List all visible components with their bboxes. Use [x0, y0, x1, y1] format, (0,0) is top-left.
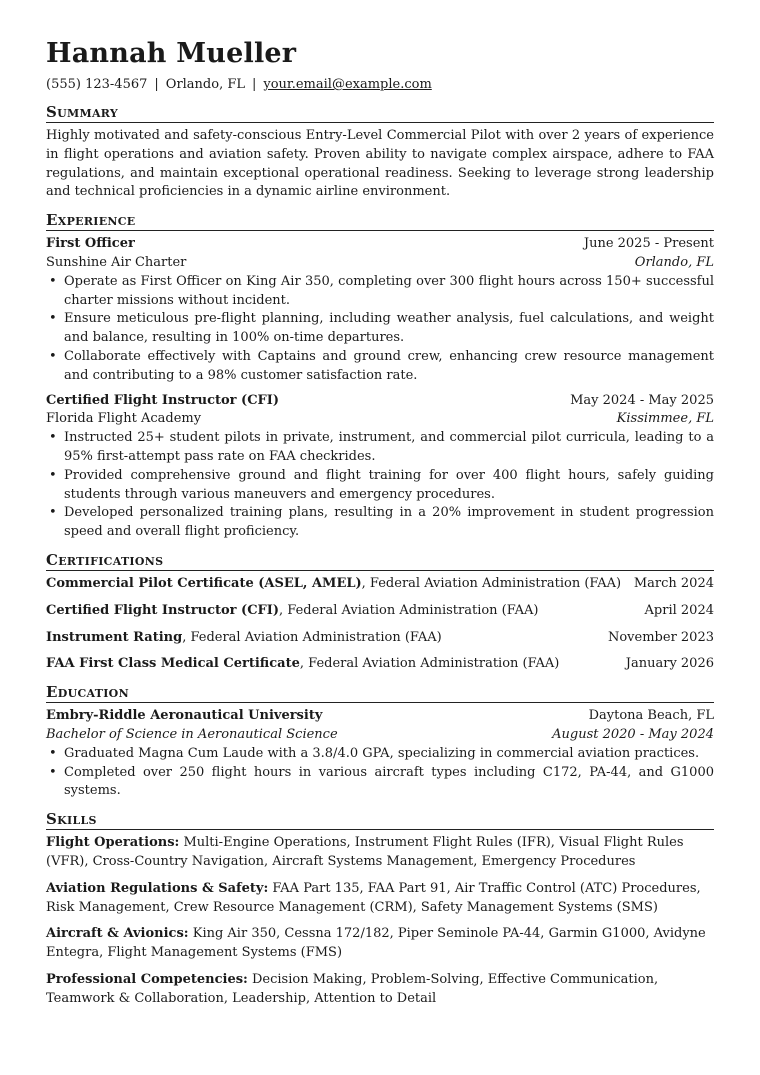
- candidate-name: Hannah Mueller: [46, 38, 297, 69]
- certification-name: FAA First Class Medical Certificate: [46, 656, 300, 672]
- job-company: Florida Flight Academy: [46, 411, 202, 427]
- contact-line: [46, 76, 714, 94]
- certification-issuer: , Federal Aviation Administration (FAA): [279, 602, 539, 618]
- skill-group: [46, 880, 714, 918]
- skill-text: FAA Part 135, FAA Part 91, Air Traffic Control (ATC) Procedures, Risk Management, Crew Resource Management (CRM), Safety Management Systems (SMS): [46, 880, 701, 915]
- skill-text: King Air 350, Cessna 172/182, Piper Seminole PA-44, Garmin G1000, Avidyne Entegra, Flight Management Systems (FMS): [46, 926, 706, 961]
- certification-item: [46, 575, 714, 594]
- skill-label: Aviation Regulations & Safety:: [46, 880, 269, 896]
- section-title-skills: Skills: [46, 810, 714, 830]
- school-location: Daytona Beach, FL: [588, 708, 714, 724]
- section-title-experience: Experience: [46, 211, 714, 231]
- skill-label: Flight Operations:: [46, 835, 180, 851]
- certification-name: Certified Flight Instructor (CFI): [46, 602, 280, 618]
- bullet-item: • Provided comprehensive ground and flight training for over 400 flight hours, safely guiding students through various maneuvers and emergency procedures.: [46, 467, 714, 505]
- bullet-item: • Collaborate effectively with Captains and ground crew, enhancing crew resource management and contributing to a 98% customer satisfaction rate.: [46, 348, 714, 386]
- skill-group: [46, 834, 714, 872]
- certification-date: April 2024: [644, 602, 714, 618]
- summary-text: Highly motivated and safety-conscious Entry-Level Commercial Pilot with over 2 years of experience in flight operations and aviation safety. Proven ability to navigate complex airspace, adhere to FAA regulations, and maintain exceptional operational readiness. Seeking to leverage strong leadership and technical proficiencies in a dynamic airline environment.: [46, 128, 714, 200]
- certification-name: Instrument Rating: [46, 629, 183, 645]
- section-title-summary: Summary: [46, 103, 714, 123]
- job-company: Sunshine Air Charter: [46, 254, 187, 270]
- bullet-item: • Completed over 250 flight hours in various aircraft types including C172, PA-44, and G1000 systems.: [46, 764, 714, 802]
- job-location: Orlando, FL: [634, 254, 714, 270]
- skill-group: [46, 971, 714, 1009]
- job-role: Certified Flight Instructor (CFI): [46, 392, 280, 408]
- certification-item: [46, 629, 714, 648]
- bullet-item: • Operate as First Officer on King Air 350, completing over 300 flight hours across 150+ successful charter missions without incident.: [46, 273, 714, 311]
- certification-item: [46, 655, 714, 674]
- certification-issuer: , Federal Aviation Administration (FAA): [182, 629, 442, 645]
- skill-text: Decision Making, Problem-Solving, Effective Communication, Teamwork & Collaboration, Leadership, Attention to Detail: [46, 971, 659, 1006]
- skill-text: Multi-Engine Operations, Instrument Flight Rules (IFR), Visual Flight Rules (VFR), Cross-Country Navigation, Aircraft Systems Management, Emergency Procedures: [46, 835, 684, 869]
- education-bullets: [46, 745, 714, 801]
- skill-group: [46, 925, 714, 963]
- bullet-item: • Instructed 25+ student pilots in private, instrument, and commercial pilot curricula, leading to a 95% first-attempt pass rate on FAA checkrides.: [46, 429, 714, 467]
- job-dates: June 2025 - Present: [583, 236, 714, 252]
- job-dates: May 2024 - May 2025: [570, 392, 714, 408]
- skills-list: [46, 834, 714, 1008]
- bullet-item: • Ensure meticulous pre-flight planning, including weather analysis, fuel calculations, and weight and balance, resulting in 100% on-time departures.: [46, 310, 714, 348]
- contact-separator: |: [154, 77, 159, 92]
- certification-name: Commercial Pilot Certificate (ASEL, AMEL): [46, 575, 362, 591]
- bullet-item: • Graduated Magna Cum Laude with a 3.8/4.0 GPA, specializing in commercial aviation practices.: [46, 745, 714, 764]
- section-title-certifications: Certifications: [46, 551, 714, 571]
- education-entry: [46, 707, 714, 801]
- job-bullets: [46, 273, 714, 386]
- education-dates: August 2020 - May 2024: [552, 726, 714, 742]
- certification-issuer: , Federal Aviation Administration (FAA): [361, 575, 622, 591]
- certification-date: January 2026: [625, 656, 714, 672]
- section-title-education: Education: [46, 683, 714, 703]
- job-entry: [46, 235, 714, 385]
- job-location: Kissimmee, FL: [616, 411, 714, 427]
- certification-date: November 2023: [607, 629, 714, 645]
- certification-date: March 2024: [633, 575, 714, 591]
- email-link[interactable]: your.email@example.com: [263, 77, 432, 92]
- skill-label: Professional Competencies:: [46, 971, 248, 987]
- school-name: Embry-Riddle Aeronautical University: [46, 708, 323, 724]
- certification-item: [46, 602, 714, 621]
- phone-number: (555) 123-4567: [46, 77, 148, 92]
- bullet-item: • Developed personalized training plans, resulting in a 20% improvement in student progression speed and overall flight proficiency.: [46, 504, 714, 542]
- certifications-list: [46, 575, 714, 674]
- certification-issuer: , Federal Aviation Administration (FAA): [299, 656, 560, 672]
- skill-label: Aircraft & Avionics:: [46, 926, 189, 942]
- location: Orlando, FL: [165, 77, 245, 92]
- job-role: First Officer: [46, 236, 135, 252]
- degree: Bachelor of Science in Aeronautical Science: [46, 726, 338, 742]
- resume-page: [46, 38, 714, 1008]
- job-entry: [46, 392, 714, 542]
- job-bullets: [46, 429, 714, 542]
- contact-separator: |: [252, 77, 257, 92]
